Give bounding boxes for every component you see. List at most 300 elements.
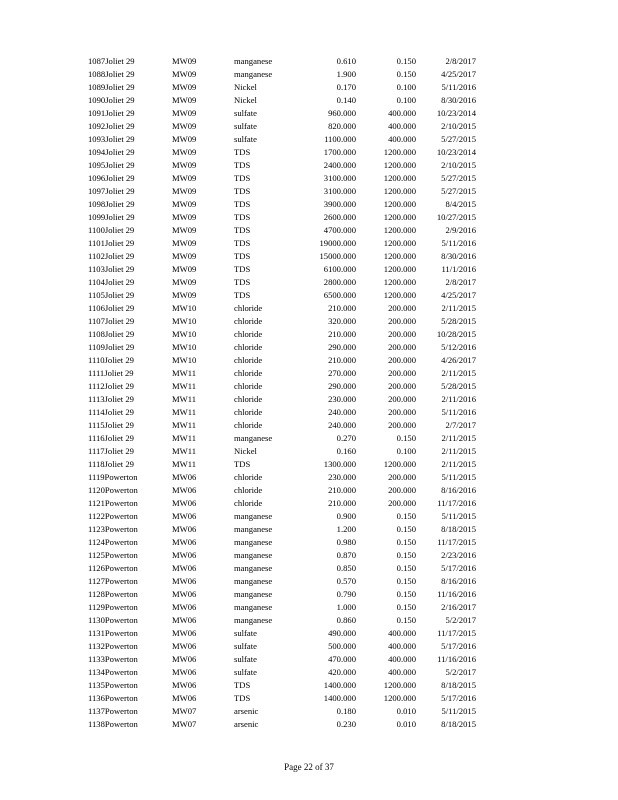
result-cell: 3100.000 [323, 186, 356, 196]
well-cell: MW11 [172, 459, 197, 469]
standard-cell: 400.000 [388, 667, 416, 677]
row-site-cell: 1121Powerton [88, 498, 138, 508]
table-row [88, 367, 476, 380]
row-site-cell: 1125Powerton [88, 550, 138, 560]
result-cell: 290.000 [328, 342, 356, 352]
parameter-cell: chloride [234, 329, 263, 339]
well-cell: MW09 [172, 186, 197, 196]
date-cell: 4/25/2017 [441, 290, 476, 300]
row-site-cell: 1134Powerton [88, 667, 138, 677]
date-cell: 5/2/2017 [445, 667, 476, 677]
standard-cell: 1200.000 [383, 160, 416, 170]
parameter-cell: chloride [234, 381, 263, 391]
well-cell: MW09 [172, 95, 197, 105]
well-cell: MW06 [172, 602, 197, 612]
parameter-cell: sulfate [234, 108, 257, 118]
standard-cell: 200.000 [388, 381, 416, 391]
standard-cell: 200.000 [388, 342, 416, 352]
well-cell: MW06 [172, 485, 197, 495]
standard-cell: 1200.000 [383, 186, 416, 196]
result-cell: 0.180 [336, 706, 356, 716]
parameter-cell: chloride [234, 472, 263, 482]
parameter-cell: manganese [234, 537, 273, 547]
well-cell: MW10 [172, 355, 197, 365]
parameter-cell: chloride [234, 355, 263, 365]
standard-cell: 0.150 [396, 615, 416, 625]
result-cell: 15000.000 [319, 251, 356, 261]
table-row [88, 718, 476, 731]
row-site-cell: 1137Powerton [88, 706, 138, 716]
result-cell: 19000.000 [319, 238, 356, 248]
date-cell: 2/11/2015 [441, 303, 476, 313]
well-cell: MW09 [172, 212, 197, 222]
page-number: Page 22 of 37 [284, 762, 334, 772]
date-cell: 8/16/2016 [441, 485, 476, 495]
parameter-cell: chloride [234, 368, 263, 378]
parameter-cell: chloride [234, 303, 263, 313]
table-row [88, 445, 476, 458]
table-row [88, 549, 476, 562]
date-cell: 8/18/2015 [441, 719, 476, 729]
table-row [88, 276, 476, 289]
result-cell: 210.000 [328, 498, 356, 508]
row-site-cell: 1129Powerton [88, 602, 138, 612]
well-cell: MW06 [172, 576, 197, 586]
date-cell: 2/9/2016 [445, 225, 476, 235]
parameter-cell: TDS [234, 290, 251, 300]
well-cell: MW10 [172, 303, 197, 313]
table-row [88, 562, 476, 575]
result-cell: 820.000 [328, 121, 356, 131]
row-site-cell: 1130Powerton [88, 615, 138, 625]
well-cell: MW09 [172, 56, 197, 66]
date-cell: 2/11/2015 [441, 459, 476, 469]
standard-cell: 1200.000 [383, 290, 416, 300]
row-site-cell: 1098Joliet 29 [88, 199, 135, 209]
parameter-cell: TDS [234, 264, 251, 274]
parameter-cell: sulfate [234, 628, 257, 638]
table-row [88, 588, 476, 601]
date-cell: 10/23/2014 [436, 108, 476, 118]
parameter-cell: arsenic [234, 706, 259, 716]
result-cell: 1100.000 [324, 134, 356, 144]
result-cell: 240.000 [328, 420, 356, 430]
standard-cell: 0.150 [396, 576, 416, 586]
date-cell: 5/28/2015 [441, 381, 476, 391]
well-cell: MW09 [172, 134, 197, 144]
standard-cell: 0.150 [396, 524, 416, 534]
date-cell: 8/30/2016 [441, 95, 476, 105]
standard-cell: 200.000 [388, 316, 416, 326]
data-table [88, 55, 476, 731]
result-cell: 210.000 [328, 329, 356, 339]
date-cell: 10/27/2015 [436, 212, 476, 222]
date-cell: 11/17/2015 [437, 537, 476, 547]
date-cell: 2/10/2015 [441, 121, 476, 131]
date-cell: 8/4/2015 [445, 199, 476, 209]
table-row [88, 575, 476, 588]
parameter-cell: sulfate [234, 654, 257, 664]
table-row [88, 497, 476, 510]
well-cell: MW06 [172, 615, 197, 625]
result-cell: 230.000 [328, 472, 356, 482]
well-cell: MW09 [172, 121, 197, 131]
parameter-cell: sulfate [234, 641, 257, 651]
standard-cell: 0.150 [396, 589, 416, 599]
standard-cell: 1200.000 [383, 251, 416, 261]
result-cell: 2600.000 [323, 212, 356, 222]
result-cell: 1400.000 [323, 680, 356, 690]
row-site-cell: 1089Joliet 29 [88, 82, 135, 92]
row-site-cell: 1109Joliet 29 [88, 342, 135, 352]
standard-cell: 0.150 [396, 550, 416, 560]
standard-cell: 400.000 [388, 121, 416, 131]
standard-cell: 1200.000 [383, 173, 416, 183]
date-cell: 2/10/2015 [441, 160, 476, 170]
row-site-cell: 1122Powerton [88, 511, 138, 521]
well-cell: MW06 [172, 667, 197, 677]
date-cell: 2/11/2015 [441, 368, 476, 378]
result-cell: 0.170 [336, 82, 356, 92]
row-site-cell: 1118Joliet 29 [88, 459, 134, 469]
table-row [88, 380, 476, 393]
row-site-cell: 1095Joliet 29 [88, 160, 135, 170]
standard-cell: 0.100 [396, 82, 416, 92]
table-row [88, 237, 476, 250]
parameter-cell: manganese [234, 56, 273, 66]
table-row [88, 263, 476, 276]
standard-cell: 1200.000 [383, 199, 416, 209]
parameter-cell: manganese [234, 550, 273, 560]
parameter-cell: TDS [234, 693, 251, 703]
standard-cell: 400.000 [388, 134, 416, 144]
date-cell: 5/11/2016 [441, 238, 476, 248]
standard-cell: 0.150 [396, 56, 416, 66]
date-cell: 5/11/2015 [441, 706, 476, 716]
result-cell: 0.570 [336, 576, 356, 586]
parameter-cell: TDS [234, 186, 251, 196]
well-cell: MW10 [172, 342, 197, 352]
well-cell: MW09 [172, 108, 197, 118]
table-row [88, 432, 476, 445]
result-cell: 1.200 [336, 524, 356, 534]
result-cell: 0.900 [336, 511, 356, 521]
date-cell: 5/27/2015 [441, 134, 476, 144]
parameter-cell: chloride [234, 420, 263, 430]
table-row [88, 536, 476, 549]
row-site-cell: 1126Powerton [88, 563, 138, 573]
well-cell: MW07 [172, 719, 197, 729]
date-cell: 2/23/2016 [441, 550, 476, 560]
well-cell: MW07 [172, 706, 197, 716]
result-cell: 1.900 [336, 69, 356, 79]
standard-cell: 1200.000 [383, 459, 416, 469]
standard-cell: 400.000 [388, 108, 416, 118]
standard-cell: 1200.000 [383, 238, 416, 248]
parameter-cell: Nickel [234, 446, 257, 456]
parameter-cell: arsenic [234, 719, 259, 729]
table-row [88, 705, 476, 718]
table-row [88, 315, 476, 328]
result-cell: 0.790 [336, 589, 356, 599]
result-cell: 1400.000 [323, 693, 356, 703]
standard-cell: 0.010 [396, 706, 416, 716]
table-row [88, 81, 476, 94]
row-site-cell: 1103Joliet 29 [88, 264, 135, 274]
well-cell: MW10 [172, 329, 197, 339]
well-cell: MW09 [172, 238, 197, 248]
date-cell: 11/17/2016 [437, 498, 476, 508]
date-cell: 5/27/2015 [441, 173, 476, 183]
row-site-cell: 1117Joliet 29 [88, 446, 134, 456]
row-site-cell: 1124Powerton [88, 537, 138, 547]
table-body [88, 55, 476, 731]
row-site-cell: 1092Joliet 29 [88, 121, 135, 131]
row-site-cell: 1127Powerton [88, 576, 138, 586]
date-cell: 11/16/2016 [437, 589, 476, 599]
standard-cell: 0.150 [396, 433, 416, 443]
result-cell: 470.000 [328, 654, 356, 664]
date-cell: 11/1/2016 [441, 264, 476, 274]
table-row [88, 406, 476, 419]
row-site-cell: 1087Joliet 29 [88, 56, 135, 66]
table-row [88, 510, 476, 523]
result-cell: 0.140 [336, 95, 356, 105]
date-cell: 5/11/2016 [441, 82, 476, 92]
well-cell: MW09 [172, 69, 197, 79]
standard-cell: 0.150 [396, 511, 416, 521]
standard-cell: 200.000 [388, 420, 416, 430]
row-site-cell: 1112Joliet 29 [88, 381, 134, 391]
well-cell: MW11 [172, 381, 197, 391]
well-cell: MW06 [172, 589, 197, 599]
result-cell: 490.000 [328, 628, 356, 638]
parameter-cell: TDS [234, 680, 251, 690]
standard-cell: 0.100 [396, 95, 416, 105]
table-row [88, 419, 476, 432]
standard-cell: 1200.000 [383, 225, 416, 235]
parameter-cell: manganese [234, 524, 273, 534]
result-cell: 3900.000 [323, 199, 356, 209]
well-cell: MW06 [172, 537, 197, 547]
well-cell: MW06 [172, 472, 197, 482]
date-cell: 10/28/2015 [436, 329, 476, 339]
result-cell: 0.860 [336, 615, 356, 625]
row-site-cell: 1107Joliet 29 [88, 316, 135, 326]
result-cell: 270.000 [328, 368, 356, 378]
parameter-cell: manganese [234, 615, 273, 625]
parameter-cell: chloride [234, 407, 263, 417]
date-cell: 5/17/2016 [441, 641, 476, 651]
well-cell: MW06 [172, 498, 197, 508]
row-site-cell: 1101Joliet 29 [88, 238, 135, 248]
table-row [88, 484, 476, 497]
parameter-cell: chloride [234, 316, 263, 326]
date-cell: 2/8/2017 [445, 277, 476, 287]
table-row [88, 640, 476, 653]
table-row [88, 120, 476, 133]
row-site-cell: 1119Powerton [88, 472, 138, 482]
standard-cell: 200.000 [388, 407, 416, 417]
well-cell: MW06 [172, 524, 197, 534]
result-cell: 1300.000 [323, 459, 356, 469]
parameter-cell: TDS [234, 459, 251, 469]
standard-cell: 0.010 [396, 719, 416, 729]
result-cell: 6500.000 [323, 290, 356, 300]
table-row [88, 133, 476, 146]
standard-cell: 200.000 [388, 498, 416, 508]
result-cell: 500.000 [328, 641, 356, 651]
table-row [88, 55, 476, 68]
result-cell: 320.000 [328, 316, 356, 326]
standard-cell: 1200.000 [383, 277, 416, 287]
well-cell: MW06 [172, 654, 197, 664]
result-cell: 210.000 [328, 355, 356, 365]
row-site-cell: 1096Joliet 29 [88, 173, 135, 183]
result-cell: 6100.000 [323, 264, 356, 274]
date-cell: 8/30/2016 [441, 251, 476, 261]
table-row [88, 289, 476, 302]
date-cell: 5/17/2016 [441, 563, 476, 573]
row-site-cell: 1091Joliet 29 [88, 108, 135, 118]
result-cell: 0.610 [336, 56, 356, 66]
date-cell: 5/27/2015 [441, 186, 476, 196]
parameter-cell: manganese [234, 589, 273, 599]
parameter-cell: TDS [234, 251, 251, 261]
date-cell: 2/16/2017 [441, 602, 476, 612]
parameter-cell: manganese [234, 563, 273, 573]
table-row [88, 68, 476, 81]
date-cell: 10/23/2014 [436, 147, 476, 157]
row-site-cell: 1093Joliet 29 [88, 134, 135, 144]
row-site-cell: 1132Powerton [88, 641, 138, 651]
result-cell: 0.850 [336, 563, 356, 573]
row-site-cell: 1133Powerton [88, 654, 138, 664]
table-row [88, 354, 476, 367]
parameter-cell: sulfate [234, 121, 257, 131]
row-site-cell: 1128Powerton [88, 589, 138, 599]
parameter-cell: TDS [234, 160, 251, 170]
parameter-cell: TDS [234, 147, 251, 157]
parameter-cell: TDS [234, 212, 251, 222]
result-cell: 4700.000 [323, 225, 356, 235]
row-site-cell: 1104Joliet 29 [88, 277, 135, 287]
date-cell: 5/28/2015 [441, 316, 476, 326]
table-row [88, 185, 476, 198]
parameter-cell: TDS [234, 173, 251, 183]
standard-cell: 0.150 [396, 563, 416, 573]
table-row [88, 692, 476, 705]
result-cell: 1700.000 [323, 147, 356, 157]
date-cell: 5/11/2015 [441, 472, 476, 482]
table-row [88, 224, 476, 237]
standard-cell: 400.000 [388, 628, 416, 638]
row-site-cell: 1135Powerton [88, 680, 138, 690]
table-row [88, 471, 476, 484]
date-cell: 2/11/2016 [441, 394, 476, 404]
standard-cell: 200.000 [388, 329, 416, 339]
row-site-cell: 1100Joliet 29 [88, 225, 135, 235]
date-cell: 5/2/2017 [445, 615, 476, 625]
row-site-cell: 1114Joliet 29 [88, 407, 134, 417]
result-cell: 2400.000 [323, 160, 356, 170]
parameter-cell: manganese [234, 69, 273, 79]
well-cell: MW06 [172, 641, 197, 651]
table-row [88, 458, 476, 471]
result-cell: 0.870 [336, 550, 356, 560]
well-cell: MW09 [172, 173, 197, 183]
row-site-cell: 1088Joliet 29 [88, 69, 135, 79]
result-cell: 0.980 [336, 537, 356, 547]
result-cell: 1.000 [336, 602, 356, 612]
parameter-cell: Nickel [234, 95, 257, 105]
well-cell: MW06 [172, 511, 197, 521]
table-row [88, 250, 476, 263]
standard-cell: 0.100 [396, 446, 416, 456]
date-cell: 2/11/2015 [441, 446, 476, 456]
date-cell: 2/11/2015 [441, 433, 476, 443]
well-cell: MW09 [172, 160, 197, 170]
parameter-cell: chloride [234, 394, 263, 404]
date-cell: 2/8/2017 [445, 56, 476, 66]
date-cell: 4/26/2017 [441, 355, 476, 365]
standard-cell: 1200.000 [383, 264, 416, 274]
result-cell: 0.230 [336, 719, 356, 729]
well-cell: MW09 [172, 277, 197, 287]
row-site-cell: 1115Joliet 29 [88, 420, 134, 430]
standard-cell: 1200.000 [383, 680, 416, 690]
table-row [88, 341, 476, 354]
date-cell: 5/11/2016 [441, 407, 476, 417]
table-row [88, 107, 476, 120]
row-site-cell: 1111Joliet 29 [88, 368, 134, 378]
result-cell: 3100.000 [323, 173, 356, 183]
parameter-cell: chloride [234, 485, 263, 495]
table-row [88, 146, 476, 159]
standard-cell: 200.000 [388, 485, 416, 495]
well-cell: MW09 [172, 290, 197, 300]
parameter-cell: chloride [234, 498, 263, 508]
well-cell: MW11 [172, 420, 197, 430]
standard-cell: 200.000 [388, 472, 416, 482]
parameter-cell: TDS [234, 238, 251, 248]
well-cell: MW06 [172, 563, 197, 573]
date-cell: 5/17/2016 [441, 693, 476, 703]
row-site-cell: 1108Joliet 29 [88, 329, 135, 339]
result-cell: 0.160 [336, 446, 356, 456]
table-row [88, 172, 476, 185]
table-row [88, 666, 476, 679]
result-cell: 0.270 [336, 433, 356, 443]
parameter-cell: manganese [234, 602, 273, 612]
well-cell: MW11 [172, 407, 197, 417]
well-cell: MW09 [172, 251, 197, 261]
table-row [88, 302, 476, 315]
table-row [88, 211, 476, 224]
row-site-cell: 1116Joliet 29 [88, 433, 134, 443]
row-site-cell: 1094Joliet 29 [88, 147, 135, 157]
result-cell: 960.000 [328, 108, 356, 118]
standard-cell: 1200.000 [383, 212, 416, 222]
row-site-cell: 1099Joliet 29 [88, 212, 135, 222]
parameter-cell: sulfate [234, 667, 257, 677]
result-cell: 210.000 [328, 303, 356, 313]
well-cell: MW06 [172, 693, 197, 703]
well-cell: MW09 [172, 225, 197, 235]
date-cell: 4/25/2017 [441, 69, 476, 79]
date-cell: 2/7/2017 [445, 420, 476, 430]
well-cell: MW06 [172, 550, 197, 560]
